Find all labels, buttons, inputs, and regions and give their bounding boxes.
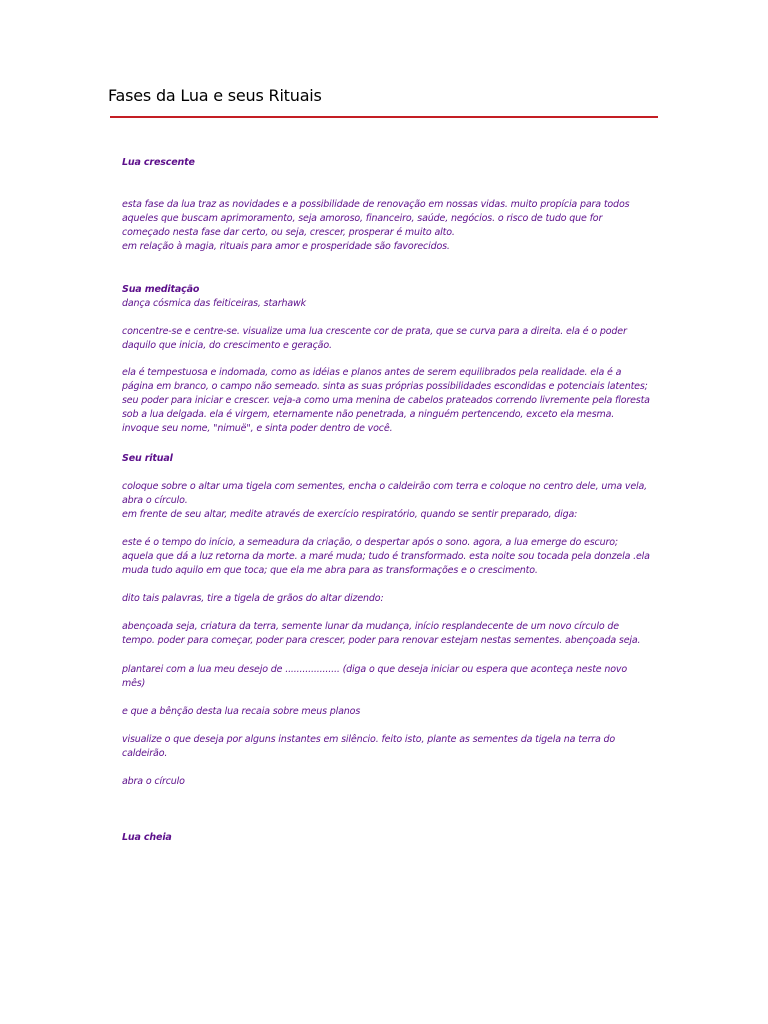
- intro-paragraph: [122, 198, 652, 254]
- text-line: muda tudo aquilo em que toca; que ela me abra para as transformações e o crescimento.: [122, 565, 538, 576]
- ritual-paragraph-3: [122, 592, 652, 606]
- ritual-paragraph-1: [122, 480, 652, 522]
- text-line: abra o círculo.: [122, 495, 188, 506]
- text-line: invoque seu nome, "nimuë", e sinta poder dentro de você.: [122, 423, 393, 434]
- text-line: visualize o que deseja por alguns instantes em silêncio. feito isto, plante as sementes da tigela na terra do: [122, 734, 616, 745]
- meditacao-source: dança cósmica das feiticeiras, starhawk: [122, 298, 306, 309]
- text-line: este é o tempo do início, a semeadura da criação, o despertar após o sono. agora, a lua emerge do escuro;: [122, 537, 618, 548]
- text-line: em frente de seu altar, medite através de exercício respiratório, quando se sentir preparado, diga:: [122, 509, 578, 520]
- section-heading-ritual: Seu ritual: [122, 453, 173, 464]
- text-line: esta fase da lua traz as novidades e a possibilidade de renovação em nossas vidas. muito propícia para todos: [122, 199, 630, 210]
- text-line: começado nesta fase dar certo, ou seja, crescer, prosperar é muito alto.: [122, 227, 455, 238]
- text-line: caldeirão.: [122, 748, 168, 759]
- section-heading-lua-cheia: Lua cheia: [122, 832, 172, 843]
- text-line: dito tais palavras, tire a tigela de grãos do altar dizendo:: [122, 593, 384, 604]
- text-line: plantarei com a lua meu desejo de ................... (diga o que deseja iniciar ou espera que aconteça neste novo: [122, 664, 628, 675]
- title-divider: [110, 116, 658, 118]
- page-title: Fases da Lua e seus Rituais: [108, 86, 322, 105]
- text-line: abençoada seja, criatura da terra, semente lunar da mudança, início resplandecente de um novo círculo de: [122, 621, 619, 632]
- text-line: em relação à magia, rituais para amor e prosperidade são favorecidos.: [122, 241, 450, 252]
- meditacao-paragraph-2: [122, 366, 652, 436]
- text-line: aquela que dá a luz retorna da morte. a maré muda; tudo é transformado. esta noite sou tocada pela donzela .ela: [122, 551, 650, 562]
- text-line: abra o círculo: [122, 776, 185, 787]
- text-line: seu poder para iniciar e crescer. veja-a como uma menina de cabelos prateados correndo livremente pela floresta: [122, 395, 650, 406]
- ritual-paragraph-4: [122, 620, 652, 648]
- ritual-paragraph-7: [122, 733, 652, 761]
- text-line: e que a bênção desta lua recaia sobre meus planos: [122, 706, 361, 717]
- text-line: ela é tempestuosa e indomada, como as idéias e planos antes de serem equilibrados pela realidade. ela é a: [122, 367, 622, 378]
- text-line: coloque sobre o altar uma tigela com sementes, encha o caldeirão com terra e coloque no centro dele, uma vela,: [122, 481, 648, 492]
- text-line: daquilo que inicia, do crescimento e geração.: [122, 340, 332, 351]
- text-line: página em branco, o campo não semeado. sinta as suas próprias possibilidades escondidas e potenciais latentes;: [122, 381, 648, 392]
- ritual-paragraph-8: [122, 775, 652, 789]
- text-line: concentre-se e centre-se. visualize uma lua crescente cor de prata, que se curva para a direita. ela é o poder: [122, 326, 627, 337]
- text-line: sob a lua delgada. ela é virgem, eternamente não penetrada, a ninguém pertencendo, exceto ela mesma.: [122, 409, 615, 420]
- section-heading-meditacao: Sua meditação: [122, 284, 200, 295]
- meditacao-paragraph-1: [122, 325, 652, 353]
- section-heading-lua-crescente: Lua crescente: [122, 157, 195, 168]
- text-line: mês): [122, 678, 146, 689]
- text-line: aqueles que buscam aprimoramento, seja amoroso, financeiro, saúde, negócios. o risco de tudo que for: [122, 213, 603, 224]
- ritual-paragraph-5: [122, 663, 652, 691]
- text-line: tempo. poder para começar, poder para crescer, poder para renovar estejam nestas sementes. abençoada seja.: [122, 635, 641, 646]
- ritual-paragraph-2: [122, 536, 652, 578]
- ritual-paragraph-6: [122, 705, 652, 719]
